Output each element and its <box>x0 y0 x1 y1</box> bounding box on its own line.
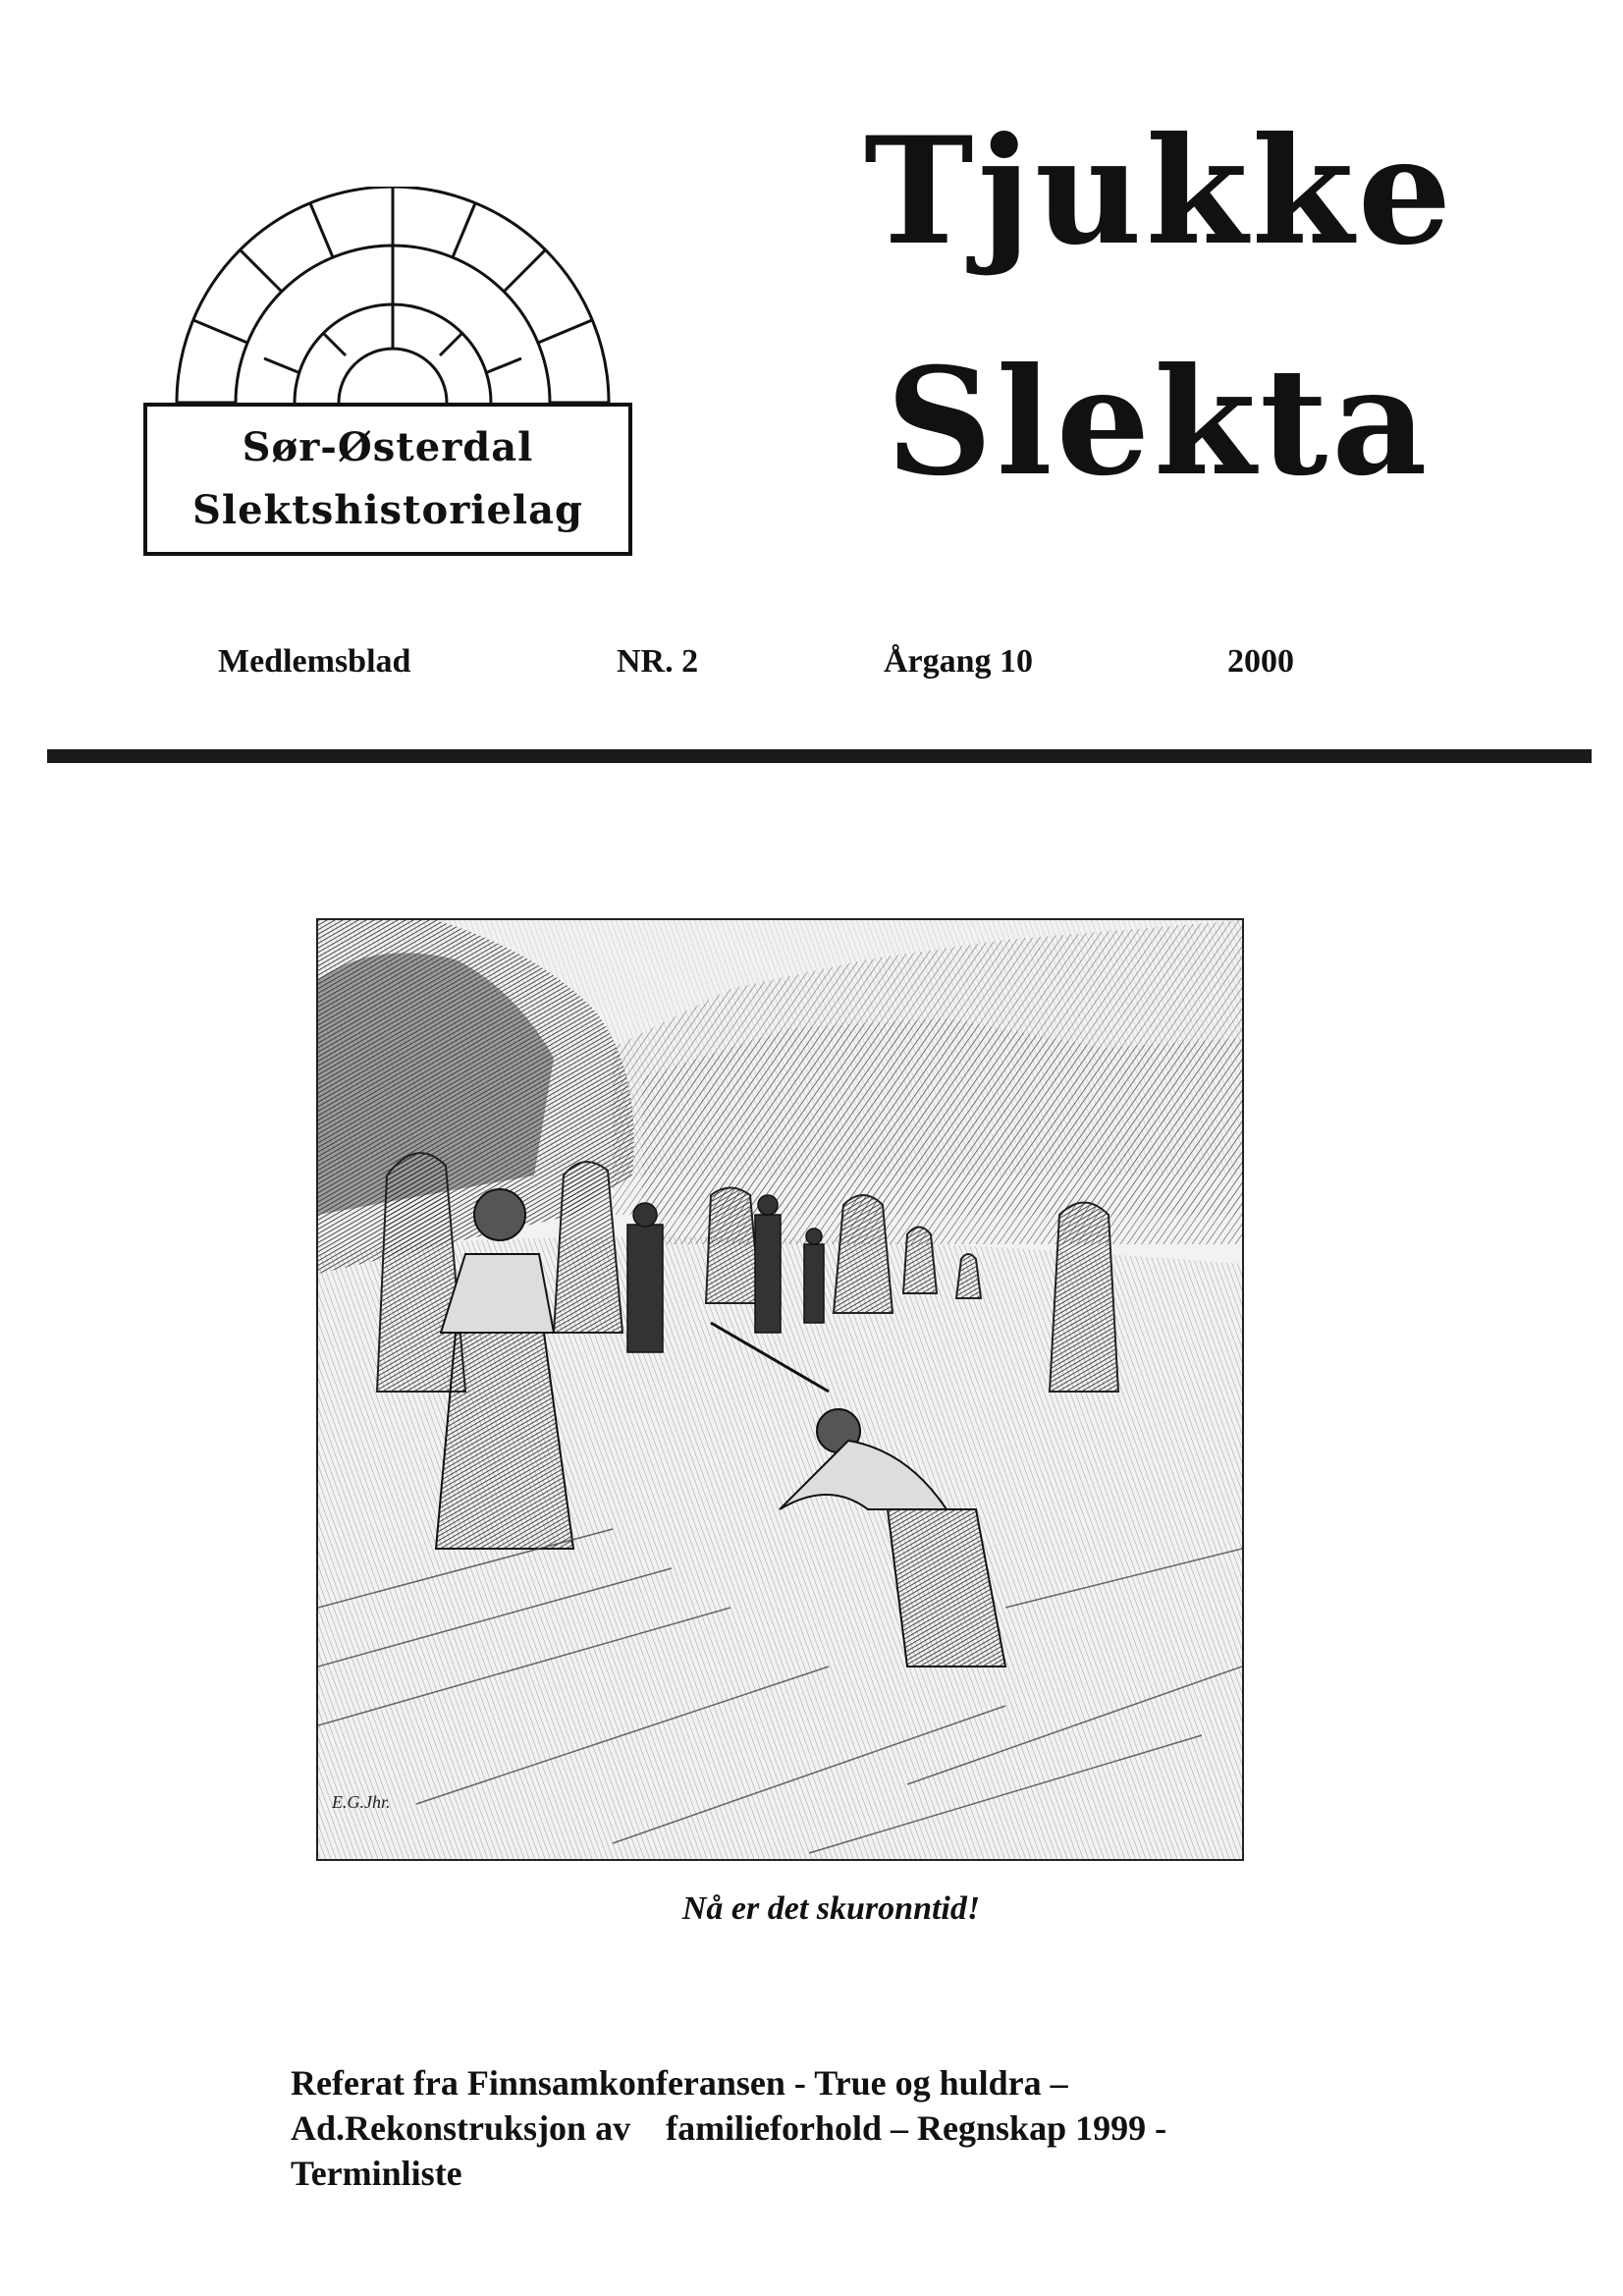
arch-window-icon <box>137 187 648 422</box>
logo-line-2: Slektshistorielag <box>192 487 583 533</box>
logo-name-plate <box>143 403 632 556</box>
artist-signature: E.G.Jhr. <box>332 1792 391 1812</box>
harvest-illustration <box>316 918 1244 1861</box>
illustration-caption: Nå er det skuronntid! <box>681 1890 981 1927</box>
issue-volume: Årgang 10 <box>884 643 1034 680</box>
logo-line-1: Sør-Østerdal <box>242 424 534 470</box>
issue-label: Medlemsblad <box>218 643 411 680</box>
masthead-title-line-2: Slekta <box>886 336 1432 509</box>
masthead-title-line-1: Tjukke <box>864 105 1456 278</box>
issue-year: 2000 <box>1227 643 1294 680</box>
contents-summary <box>291 2060 1371 2196</box>
contents-line: Ad.Rekonstruksjon av familieforhold – Regnskap 1999 - <box>291 2108 1167 2148</box>
header-divider <box>47 749 1592 763</box>
contents-line: Terminliste <box>291 2154 462 2193</box>
issue-number: NR. 2 <box>617 643 699 680</box>
society-logo <box>137 187 648 570</box>
contents-line: Referat fra Finnsamkonferansen - True og huldra – <box>291 2063 1068 2103</box>
harvest-scene-image <box>318 920 1242 1859</box>
